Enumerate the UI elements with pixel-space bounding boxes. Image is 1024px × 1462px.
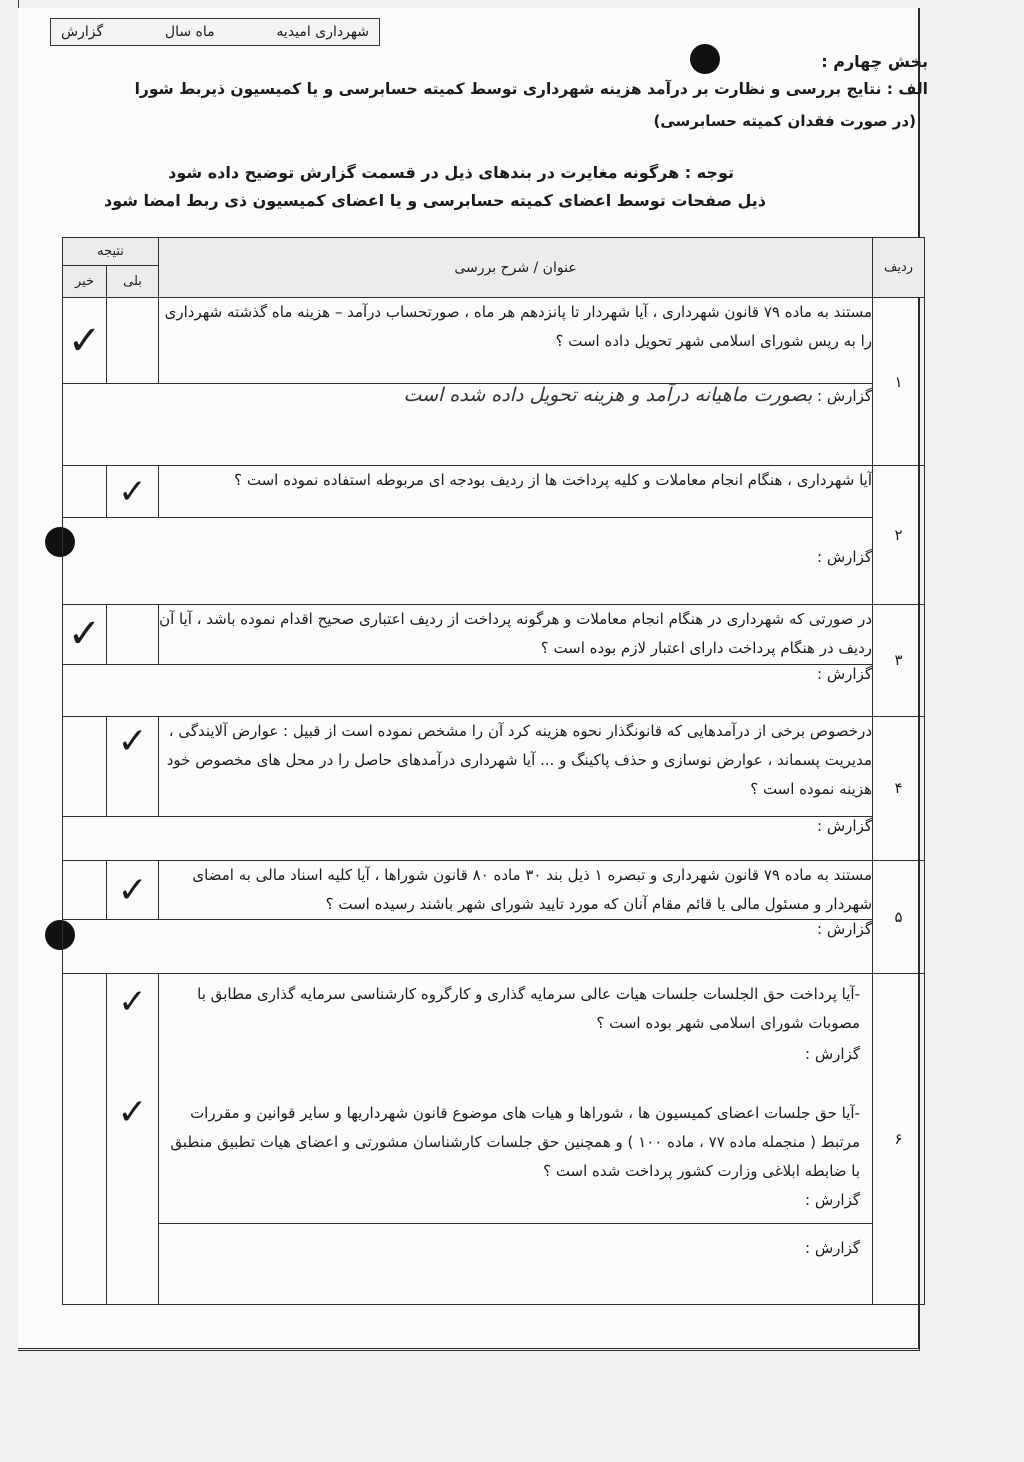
report-label: گزارش : <box>805 1239 861 1258</box>
report-cell <box>63 664 873 716</box>
yes-cell <box>107 604 159 664</box>
report-cell <box>63 518 873 604</box>
section-title: بخش چهارم : <box>821 52 928 71</box>
row-number: ۳ <box>873 604 925 716</box>
report-label: گزارش : <box>817 817 873 836</box>
row-number: ۲ <box>873 466 925 604</box>
header-month-year: ماه سال <box>164 24 215 40</box>
header-box <box>50 18 380 46</box>
handwritten-report: بصورت ماهیانه درآمد و هزینه تحویل داده شده است <box>403 384 813 407</box>
no-cell <box>63 861 107 920</box>
check-mark-icon: ✓ <box>117 869 148 911</box>
report-label: گزارش : <box>817 548 873 567</box>
report-label: گزارش : <box>817 920 873 939</box>
header-row-number: ردیف <box>873 238 925 298</box>
row-question: مستند به ماده ۷۹ قانون شهرداری ، آیا شهردار تا پانزدهم هر ماه ، صورتحساب درآمد – هزینه ماه گذشته شهرداری را به ریس شورای اسلامی شهر تحویل داده است ؟ <box>159 298 873 384</box>
header-result: نتیجه <box>63 238 159 266</box>
row-number: ۴ <box>873 716 925 860</box>
check-mark-icon: ✓ <box>67 317 102 364</box>
row-question-group <box>159 974 873 1305</box>
report-label: گزارش : <box>817 387 873 406</box>
header-municipality: شهرداری امیدیه <box>276 24 369 40</box>
report-label: گزارش : <box>805 1045 861 1064</box>
no-cell <box>63 466 107 518</box>
row-question: آیا شهرداری ، هنگام انجام معاملات و کلیه پرداخت ها از ردیف بودجه ای مربوطه استفاده نموده است ؟ <box>159 466 873 518</box>
subtitle-b: (در صورت فقدان کمیته حسابرسی) <box>653 112 916 130</box>
row-question: در صورتی که شهرداری در هنگام انجام معاملات و هرگونه پرداخت از ردیف اعتباری صحیح اقدام نموده باشد ، آیا آن ردیف در هنگام پرداخت دارای اعتبار لازم بوده است ؟ <box>159 604 873 664</box>
header-yes: بلی <box>107 266 159 298</box>
header-report-label: گزارش <box>61 24 104 40</box>
review-table <box>62 237 925 1305</box>
note-line-2: ذیل صفحات توسط اعضای کمیته حسابرسی و یا اعضای کمیسیون ذی ربط امضا شود <box>103 191 766 210</box>
report-label: گزارش : <box>817 664 873 683</box>
check-mark-icon: ✓ <box>118 982 147 1023</box>
header-title: عنوان / شرح بررسی <box>159 238 873 298</box>
check-mark-icon: ✓ <box>117 1092 148 1134</box>
row-number: ۱ <box>873 298 925 466</box>
subtitle-a: الف : نتایج بررسی و نظارت بر درآمد هزینه شهرداری توسط کمیته حسابرسی و یا کمیسیون ذیربط شورا <box>134 80 928 98</box>
row-number: ۶ <box>873 974 925 1305</box>
row-question: مستند به ماده ۷۹ قانون شهرداری و تبصره ۱ ذیل بند ۳۰ ماده ۸۰ قانون شوراها ، آیا کلیه اسناد مالی به امضای شهردار و مسئول مالی یا قائم مقام آنان که مورد تایید شورای شهر باشند رسیده است ؟ <box>159 861 873 920</box>
report-cell <box>63 384 873 466</box>
row-question: درخصوص برخی از درآمدهایی که قانونگذار نحوه هزینه کرد آن را مشخص نموده است از قبیل : عوارض آلایندگی ، مدیریت پسماند ، عوارض نوسازی و حذف پاکینگ و ... آیا شهرداری درآمدهای حاصل را در محل های مخصوص خود هزینه نموده است ؟ <box>159 716 873 816</box>
check-mark-icon: ✓ <box>117 720 148 762</box>
no-cell <box>63 604 107 664</box>
yes-cell <box>107 298 159 384</box>
yes-cell <box>107 716 159 816</box>
row-question-a: -آیا پرداخت حق الجلسات جلسات هیات عالی سرمایه گذاری و کارگروه کارشناسی سرمایه گذاری مطابق با مصوبات شورای اسلامی شهر بوده است ؟ <box>197 985 861 1033</box>
no-cell <box>63 716 107 816</box>
note-line-1: توجه : هرگونه مغایرت در بندهای ذیل در قسمت گزارش توضیح داده شود <box>168 163 734 182</box>
report-cell <box>63 817 873 861</box>
punch-hole <box>690 44 720 74</box>
yes-cell <box>107 861 159 920</box>
yes-cell <box>107 466 159 518</box>
header-no: خیر <box>63 266 107 298</box>
row-question-b: -آیا حق جلسات اعضای کمیسیون ها ، شوراها و هیات های موضوع قانون شهرداریها و سایر قوانین و مقررات مرتبط ( منجمله ماده ۷۷ ، ماده ۱۰۰ ) و همچنین حق جلسات کارشناسان مشورتی و اعضای هیات تطبیق منطبق با ضابطه ابلاغی وزارت کشور پرداخت شده است ؟ <box>170 1104 861 1181</box>
row-number: ۵ <box>873 861 925 974</box>
report-label: گزارش : <box>805 1191 861 1210</box>
yes-cell <box>107 974 159 1305</box>
report-cell <box>63 920 873 974</box>
no-cell <box>63 974 107 1305</box>
no-cell <box>63 298 107 384</box>
check-mark-icon: ✓ <box>67 611 102 658</box>
check-mark-icon: ✓ <box>118 471 147 512</box>
